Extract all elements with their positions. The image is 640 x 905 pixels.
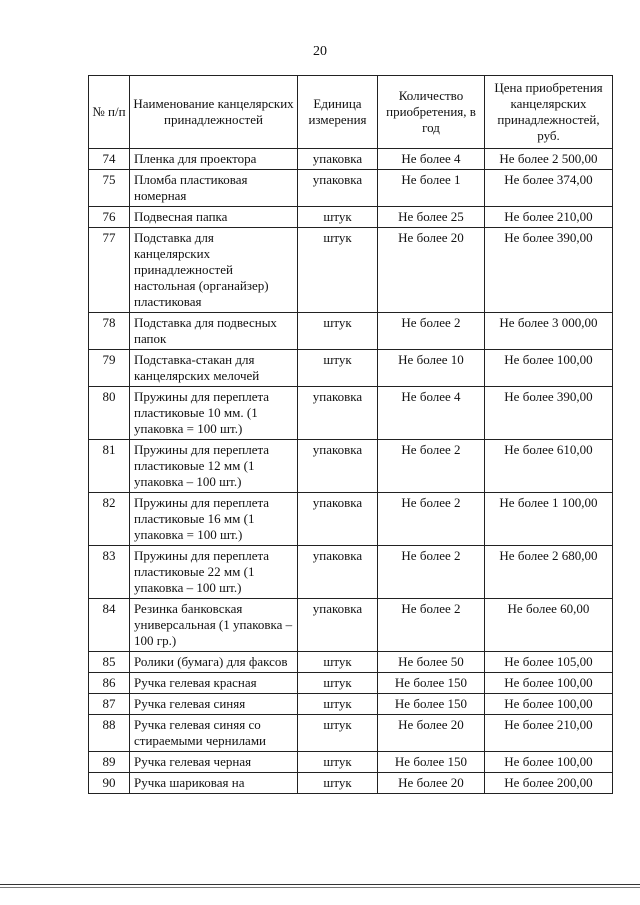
cell-num: 77 — [89, 228, 130, 313]
table-row — [89, 350, 613, 387]
cell-num: 90 — [89, 773, 130, 794]
cell-price: Не более 390,00 — [485, 228, 613, 313]
cell-name: Ручка гелевая черная — [130, 752, 298, 773]
table-row — [89, 715, 613, 752]
cell-unit: штук — [298, 313, 378, 350]
table-row — [89, 207, 613, 228]
cell-name: Резинка банковская универсальная (1 упаковка – 100 гр.) — [130, 599, 298, 652]
cell-name: Ручка гелевая красная — [130, 673, 298, 694]
cell-qty: Не более 150 — [378, 694, 485, 715]
cell-unit: упаковка — [298, 546, 378, 599]
bottom-divider-secondary — [0, 887, 640, 888]
cell-qty: Не более 150 — [378, 673, 485, 694]
cell-unit: упаковка — [298, 493, 378, 546]
cell-qty: Не более 2 — [378, 493, 485, 546]
cell-price: Не более 100,00 — [485, 752, 613, 773]
cell-price: Не более 60,00 — [485, 599, 613, 652]
cell-price: Не более 2 680,00 — [485, 546, 613, 599]
page-number: 20 — [313, 44, 327, 59]
cell-qty: Не более 25 — [378, 207, 485, 228]
table-row — [89, 752, 613, 773]
cell-qty: Не более 50 — [378, 652, 485, 673]
cell-price: Не более 610,00 — [485, 440, 613, 493]
cell-name: Пломба пластиковая номерная — [130, 170, 298, 207]
cell-price: Не более 210,00 — [485, 715, 613, 752]
table-row — [89, 652, 613, 673]
cell-price: Не более 100,00 — [485, 694, 613, 715]
cell-num: 84 — [89, 599, 130, 652]
cell-name: Пружины для переплета пластиковые 10 мм. (1 упаковка = 100 шт.) — [130, 387, 298, 440]
cell-qty: Не более 4 — [378, 387, 485, 440]
cell-name: Подставка для канцелярских принадлежностей настольная (органайзер) пластиковая — [130, 228, 298, 313]
cell-name: Ручка шариковая на — [130, 773, 298, 794]
cell-num: 86 — [89, 673, 130, 694]
cell-name: Подвесная папка — [130, 207, 298, 228]
cell-price: Не более 1 100,00 — [485, 493, 613, 546]
cell-num: 79 — [89, 350, 130, 387]
cell-unit: штук — [298, 652, 378, 673]
table-row — [89, 440, 613, 493]
table-row — [89, 493, 613, 546]
cell-price: Не более 100,00 — [485, 350, 613, 387]
table-row — [89, 149, 613, 170]
cell-name: Пленка для проектора — [130, 149, 298, 170]
cell-num: 89 — [89, 752, 130, 773]
table-row — [89, 773, 613, 794]
cell-qty: Не более 10 — [378, 350, 485, 387]
cell-qty: Не более 2 — [378, 440, 485, 493]
table-row — [89, 228, 613, 313]
cell-unit: штук — [298, 694, 378, 715]
cell-unit: упаковка — [298, 149, 378, 170]
cell-num: 83 — [89, 546, 130, 599]
cell-unit: штук — [298, 715, 378, 752]
cell-name: Пружины для переплета пластиковые 12 мм (1 упаковка – 100 шт.) — [130, 440, 298, 493]
cell-price: Не более 2 500,00 — [485, 149, 613, 170]
header-name: Наименование канцелярских принадлежностей — [130, 76, 298, 149]
cell-qty: Не более 2 — [378, 546, 485, 599]
cell-num: 76 — [89, 207, 130, 228]
cell-num: 82 — [89, 493, 130, 546]
table-row — [89, 170, 613, 207]
cell-price: Не более 390,00 — [485, 387, 613, 440]
cell-num: 87 — [89, 694, 130, 715]
table-body — [89, 149, 613, 794]
cell-name: Подставка-стакан для канцелярских мелочей — [130, 350, 298, 387]
cell-qty: Не более 150 — [378, 752, 485, 773]
cell-name: Ролики (бумага) для факсов — [130, 652, 298, 673]
cell-qty: Не более 2 — [378, 599, 485, 652]
cell-price: Не более 105,00 — [485, 652, 613, 673]
bottom-divider — [0, 884, 640, 885]
cell-qty: Не более 4 — [378, 149, 485, 170]
cell-name: Ручка гелевая синяя — [130, 694, 298, 715]
cell-qty: Не более 2 — [378, 313, 485, 350]
header-num: № п/п — [89, 76, 130, 149]
cell-unit: штук — [298, 752, 378, 773]
cell-num: 78 — [89, 313, 130, 350]
cell-num: 81 — [89, 440, 130, 493]
cell-qty: Не более 1 — [378, 170, 485, 207]
table-row — [89, 673, 613, 694]
cell-num: 74 — [89, 149, 130, 170]
header-price: Цена приобретения канцелярских принадлежностей, руб. — [485, 76, 613, 149]
cell-name: Ручка гелевая синяя со стираемыми чернилами — [130, 715, 298, 752]
cell-qty: Не более 20 — [378, 715, 485, 752]
cell-unit: штук — [298, 350, 378, 387]
table-row — [89, 313, 613, 350]
cell-num: 80 — [89, 387, 130, 440]
cell-unit: упаковка — [298, 170, 378, 207]
cell-qty: Не более 20 — [378, 773, 485, 794]
cell-name: Пружины для переплета пластиковые 16 мм (1 упаковка = 100 шт.) — [130, 493, 298, 546]
cell-price: Не более 100,00 — [485, 673, 613, 694]
cell-price: Не более 374,00 — [485, 170, 613, 207]
cell-name: Пружины для переплета пластиковые 22 мм (1 упаковка – 100 шт.) — [130, 546, 298, 599]
header-unit: Единица измерения — [298, 76, 378, 149]
cell-qty: Не более 20 — [378, 228, 485, 313]
cell-unit: штук — [298, 228, 378, 313]
cell-num: 88 — [89, 715, 130, 752]
header-qty: Количество приобретения, в год — [378, 76, 485, 149]
cell-price: Не более 200,00 — [485, 773, 613, 794]
cell-unit: штук — [298, 673, 378, 694]
cell-num: 85 — [89, 652, 130, 673]
cell-price: Не более 210,00 — [485, 207, 613, 228]
cell-unit: упаковка — [298, 440, 378, 493]
table-row — [89, 599, 613, 652]
cell-num: 75 — [89, 170, 130, 207]
cell-unit: штук — [298, 207, 378, 228]
cell-unit: упаковка — [298, 599, 378, 652]
cell-name: Подставка для подвесных папок — [130, 313, 298, 350]
cell-unit: упаковка — [298, 387, 378, 440]
cell-unit: штук — [298, 773, 378, 794]
table-row — [89, 387, 613, 440]
cell-price: Не более 3 000,00 — [485, 313, 613, 350]
table-row — [89, 546, 613, 599]
table-row — [89, 694, 613, 715]
stationery-table — [88, 75, 613, 794]
table-header-row — [89, 76, 613, 149]
